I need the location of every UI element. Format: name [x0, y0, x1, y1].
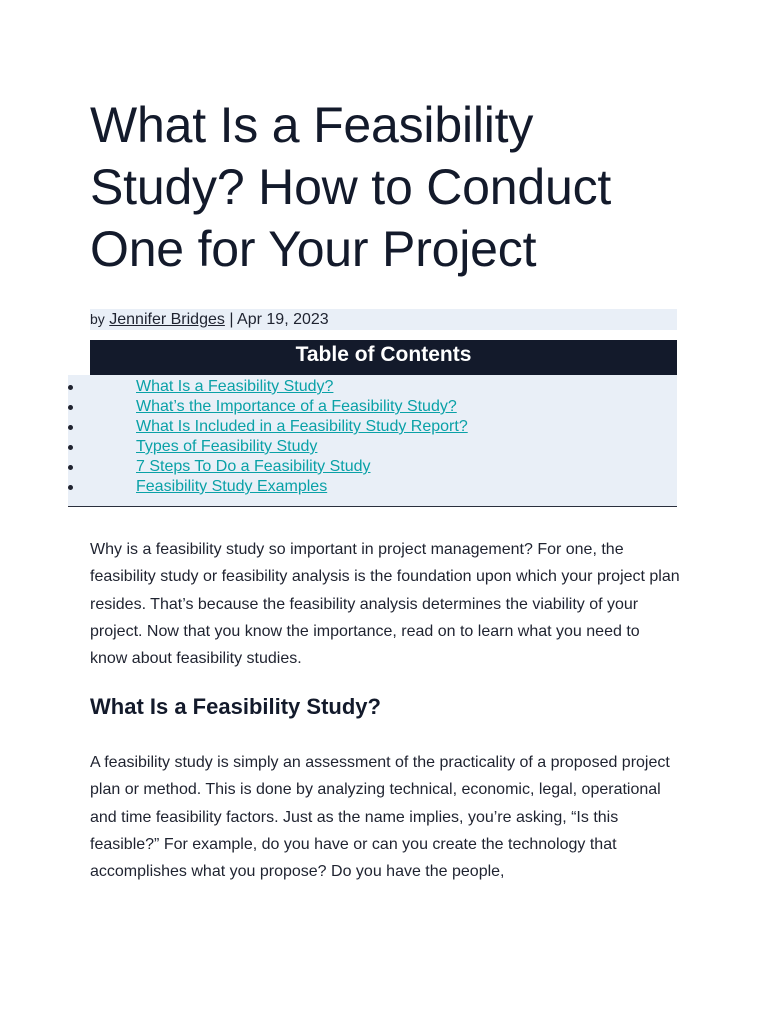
toc-header: Table of Contents	[90, 340, 677, 375]
toc-link-importance[interactable]: What’s the Importance of a Feasibility Study?	[136, 398, 457, 415]
toc-item	[68, 457, 677, 477]
toc-link-examples[interactable]: Feasibility Study Examples	[136, 478, 328, 495]
bullet-icon	[68, 465, 73, 470]
section-heading: What Is a Feasibility Study?	[90, 694, 381, 719]
toc-item	[68, 477, 677, 497]
publish-date: Apr 19, 2023	[237, 311, 329, 328]
bullet-icon	[68, 445, 73, 450]
article-title: What Is a Feasibility Study? How to Conduct One for Your Project	[90, 97, 612, 277]
toc-link-report[interactable]: What Is Included in a Feasibility Study Report?	[136, 418, 468, 435]
byline-prefix: by	[90, 311, 105, 327]
byline-separator: |	[229, 311, 234, 328]
toc-item	[68, 417, 677, 437]
intro-paragraph: Why is a feasibility study so important in project management? For one, the feasibility study or feasibility analysis is the foundation upon which your project plan resides. That’s because the feasibility analysis determines the viability of your project. Now that you know the importance, read on to learn what you need to know about feasibility studies.	[90, 541, 680, 668]
byline	[90, 309, 677, 330]
section-paragraph: A feasibility study is simply an assessment of the practicality of a proposed project plan or method. This is done by analyzing technical, economic, legal, operational and time feasibility factors. Just as the name implies, you’re asking, “Is this feasible?” For example, do you have or can you create the technology that accomplishes what you propose? Do you have the people,	[90, 754, 670, 881]
toc-item	[68, 437, 677, 457]
bullet-icon	[68, 405, 73, 410]
toc-item	[68, 397, 677, 417]
toc-item	[68, 377, 677, 397]
bullet-icon	[68, 385, 73, 390]
table-of-contents	[68, 375, 677, 507]
bullet-icon	[68, 485, 73, 490]
toc-list	[68, 377, 677, 497]
toc-link-steps[interactable]: 7 Steps To Do a Feasibility Study	[136, 458, 371, 475]
bullet-icon	[68, 425, 73, 430]
toc-link-types[interactable]: Types of Feasibility Study	[136, 438, 318, 455]
author-link[interactable]: Jennifer Bridges	[109, 311, 225, 328]
toc-link-what-is[interactable]: What Is a Feasibility Study?	[136, 378, 334, 395]
